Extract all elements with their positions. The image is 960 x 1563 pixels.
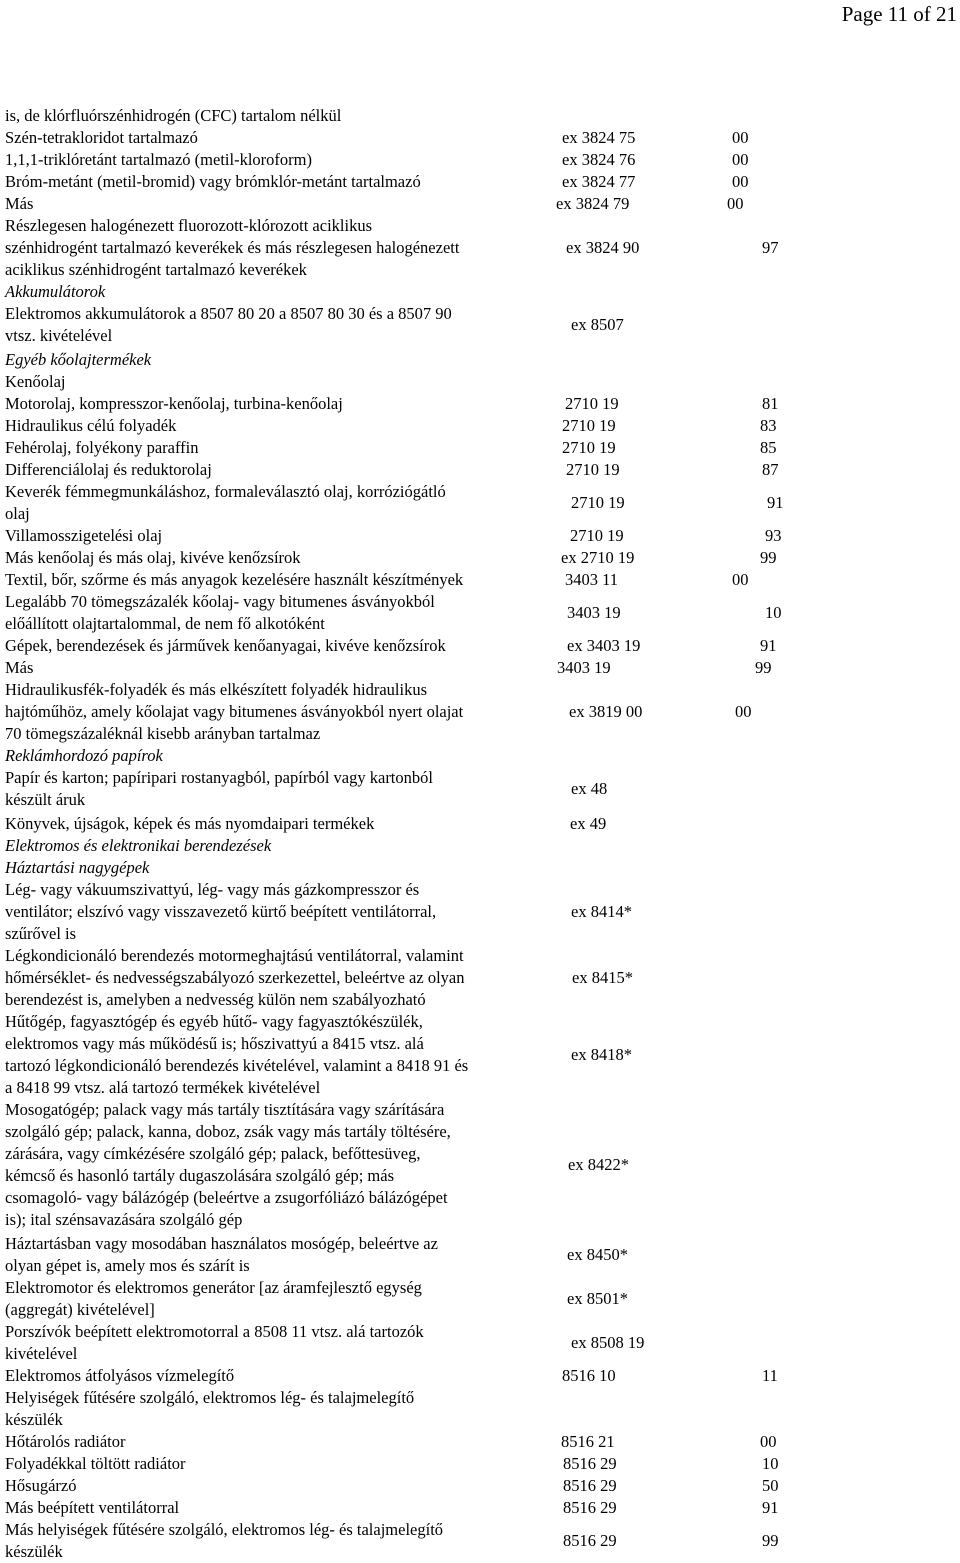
tariff-subcode: 97 [762, 238, 779, 257]
item-description [5, 393, 565, 415]
tariff-code: 3403 11 [565, 570, 619, 589]
description-line: Elektromos és elektronikai berendezések [5, 836, 272, 855]
tariff-code: ex 8422* [568, 1155, 629, 1174]
description-line: Háztartásban vagy mosodában használatos mosógép, beleértve az [5, 1234, 438, 1253]
tariff-row [0, 813, 960, 835]
item-description [5, 569, 565, 591]
item-description [5, 879, 565, 945]
tariff-row [0, 1365, 960, 1387]
tariff-code: 2710 19 [570, 526, 624, 545]
tariff-subcode: 81 [762, 394, 779, 413]
item-description [5, 1099, 565, 1231]
tariff-subcode: 99 [762, 1531, 779, 1550]
tariff-row [0, 657, 960, 679]
description-line: aciklikus szénhidrogént tartalmazó keverékek [5, 260, 307, 279]
description-line: olaj [5, 504, 30, 523]
item-description [5, 857, 565, 879]
description-line: 70 tömegszázaléknál kisebb arányban tartalmaz [5, 724, 321, 743]
description-line: Más beépített ventilátorral [5, 1498, 180, 1517]
description-line: Más [5, 658, 34, 677]
tariff-row [0, 1387, 960, 1431]
section-heading [0, 745, 960, 767]
item-description [5, 437, 565, 459]
tariff-row [0, 149, 960, 171]
tariff-subcode: 93 [765, 526, 782, 545]
tariff-row [0, 481, 960, 525]
tariff-code: 2710 19 [562, 416, 616, 435]
item-description [5, 1475, 565, 1497]
section-heading [0, 349, 960, 371]
description-line: olyan gépet is, amely mos és szárít is [5, 1256, 250, 1275]
description-line: (aggregát) kivételével] [5, 1300, 155, 1319]
item-description [5, 813, 565, 835]
item-description [5, 1387, 565, 1431]
tariff-code: ex 8418* [571, 1045, 632, 1064]
item-description [5, 1453, 565, 1475]
tariff-subcode: 00 [732, 570, 749, 589]
item-description [5, 1431, 565, 1453]
item-description [5, 481, 565, 525]
item-description [5, 171, 565, 193]
description-line: Reklámhordozó papírok [5, 746, 163, 765]
tariff-code: ex 3824 76 [562, 150, 636, 169]
description-line: Hősugárzó [5, 1476, 77, 1495]
tariff-code: ex 3824 75 [562, 128, 636, 147]
description-line: kémcső és hasonló tartály dugaszolására szolgáló gép; más [5, 1166, 395, 1185]
description-line: hőmérséklet- és nedvességszabályozó szerkezettel, beleértve az olyan [5, 968, 465, 987]
item-description [5, 1277, 565, 1321]
item-description [5, 835, 565, 857]
description-line: ventilátor; elszívó vagy visszavezető kürtő beépített ventilátorral, [5, 902, 437, 921]
tariff-code: 8516 29 [563, 1454, 617, 1473]
tariff-row [0, 525, 960, 547]
item-description [5, 1321, 565, 1365]
tariff-row [0, 1431, 960, 1453]
description-line: Elektromos átfolyásos vízmelegítő [5, 1366, 235, 1385]
section-heading [0, 835, 960, 857]
description-line: Textil, bőr, szőrme és más anyagok kezelésére használt készítmények [5, 570, 464, 589]
description-line: Könyvek, újságok, képek és más nyomdaipari termékek [5, 814, 375, 833]
tariff-row [0, 547, 960, 569]
description-line: vtsz. kivételével [5, 326, 113, 345]
tariff-subcode: 85 [760, 438, 777, 457]
tariff-row [0, 1453, 960, 1475]
description-line: Hűtőgép, fagyasztógép és egyéb hűtő- vagy fagyasztókészülék, [5, 1012, 423, 1031]
tariff-row [0, 679, 960, 745]
tariff-subcode: 00 [760, 1432, 777, 1451]
tariff-row [0, 1497, 960, 1519]
description-line: hajtóműhöz, amely kőolajat vagy bitumenes ásványokból nyert olajat [5, 702, 464, 721]
description-line: Porszívók beépített elektromotorral a 8508 11 vtsz. alá tartozók [5, 1322, 424, 1341]
description-line: előállított olajtartalommal, de nem fő alkotóként [5, 614, 325, 633]
description-line: Helyiségek fűtésére szolgáló, elektromos lég- és talajmelegítő [5, 1388, 415, 1407]
item-description [5, 525, 565, 547]
description-line: készült áruk [5, 790, 86, 809]
description-line: szűrővel is [5, 924, 77, 943]
tariff-code: 2710 19 [562, 438, 616, 457]
description-line: készülék [5, 1542, 63, 1561]
tariff-code: ex 48 [571, 779, 608, 798]
description-line: zárására, vagy címkézésére szolgáló gép; palack, befőttesüveg, [5, 1144, 421, 1163]
description-line: Hidraulikus célú folyadék [5, 416, 177, 435]
tariff-code: 8516 21 [561, 1432, 615, 1451]
tariff-subcode: 91 [762, 1498, 779, 1517]
item-description [5, 591, 565, 635]
tariff-subcode: 91 [767, 493, 784, 512]
description-line: Más [5, 194, 34, 213]
item-description [5, 547, 565, 569]
tariff-row [0, 1277, 960, 1321]
tariff-row [0, 945, 960, 1011]
tariff-code: ex 3824 79 [556, 194, 630, 213]
description-line: is); ital szénsavazására szolgáló gép [5, 1210, 243, 1229]
tariff-row [0, 635, 960, 657]
tariff-code: 3403 19 [567, 603, 621, 622]
description-line: Szén-tetrakloridot tartalmazó [5, 128, 198, 147]
tariff-row [0, 1475, 960, 1497]
item-description [5, 745, 565, 767]
description-line: Folyadékkal töltött radiátor [5, 1454, 186, 1473]
tariff-code: ex 8507 [571, 315, 624, 334]
description-line: berendezést is, amelyben a nedvesség külön nem szabályozható [5, 990, 426, 1009]
item-description [5, 767, 565, 811]
tariff-code: 2710 19 [566, 460, 620, 479]
tariff-code: 3403 19 [557, 658, 611, 677]
tariff-row [0, 127, 960, 149]
description-line: Hidraulikusfék-folyadék és más elkészített folyadék hidraulikus [5, 680, 427, 699]
tariff-code: ex 8414* [571, 902, 632, 921]
tariff-row [0, 459, 960, 481]
tariff-code: ex 8450* [567, 1245, 628, 1264]
tariff-row [0, 767, 960, 811]
section-heading [0, 857, 960, 879]
description-line: csomagoló- vagy bálázógép (beleértve a zsugorfóliázó bálázógépet [5, 1188, 448, 1207]
item-description [5, 281, 565, 303]
item-description [5, 215, 565, 281]
description-line: Fehérolaj, folyékony paraffin [5, 438, 199, 457]
tariff-code: ex 3824 77 [562, 172, 636, 191]
description-line: Egyéb kőolajtermékek [5, 350, 152, 369]
description-line: tartozó légkondicionáló berendezés kivételével, valamint a 8418 91 és [5, 1056, 469, 1075]
tariff-row [0, 569, 960, 591]
description-line: Elektromos akkumulátorok a 8507 80 20 a 8507 80 30 és a 8507 90 [5, 304, 452, 323]
section-heading [0, 281, 960, 303]
description-line: szolgáló gép; palack, kanna, doboz, zsák vagy más tartály töltésére, [5, 1122, 451, 1141]
item-description [5, 1497, 565, 1519]
tariff-subcode: 10 [762, 1454, 779, 1473]
tariff-row [0, 215, 960, 281]
tariff-subcode: 00 [727, 194, 744, 213]
item-description [5, 149, 565, 171]
tariff-code: 2710 19 [571, 493, 625, 512]
tariff-row [0, 1233, 960, 1277]
tariff-row [0, 171, 960, 193]
description-line: Hőtárolós radiátor [5, 1432, 126, 1451]
tariff-row [0, 393, 960, 415]
tariff-code: ex 2710 19 [561, 548, 635, 567]
description-line: szénhidrogént tartalmazó keverékek és más részlegesen halogénezett [5, 238, 460, 257]
tariff-subcode: 00 [732, 128, 749, 147]
tariff-subcode: 87 [762, 460, 779, 479]
description-line: Differenciálolaj és reduktorolaj [5, 460, 212, 479]
description-line: Háztartási nagygépek [5, 858, 150, 877]
description-line: Keverék fémmegmunkáláshoz, formaleválasztó olaj, korróziógátló [5, 482, 446, 501]
item-description [5, 127, 565, 149]
tariff-code: 2710 19 [565, 394, 619, 413]
description-line: Gépek, berendezések és járművek kenőanyagai, kivéve kenőzsírok [5, 636, 446, 655]
tariff-subcode: 00 [732, 172, 749, 191]
tariff-code: ex 8508 19 [571, 1333, 645, 1352]
tariff-code: ex 8501* [567, 1289, 628, 1308]
tariff-subcode: 99 [755, 658, 772, 677]
description-line: 1,1,1-triklóretánt tartalmazó (metil-kloroform) [5, 150, 312, 169]
item-description [5, 945, 565, 1011]
tariff-row [0, 415, 960, 437]
tariff-subcode: 83 [760, 416, 777, 435]
tariff-code: ex 49 [570, 814, 607, 833]
tariff-code: ex 3819 00 [569, 702, 643, 721]
item-description [5, 193, 565, 215]
description-line: Bróm-metánt (metil-bromid) vagy brómklór-metánt tartalmazó [5, 172, 421, 191]
tariff-row [0, 105, 960, 127]
tariff-subcode: 10 [765, 603, 782, 622]
description-line: Más kenőolaj és más olaj, kivéve kenőzsírok [5, 548, 301, 567]
tariff-row [0, 591, 960, 635]
description-line: is, de klórfluórszénhidrogén (CFC) tartalom nélkül [5, 106, 342, 125]
tariff-subcode: 91 [760, 636, 777, 655]
tariff-row [0, 1321, 960, 1365]
description-line: Más helyiségek fűtésére szolgáló, elektromos lég- és talajmelegítő [5, 1520, 444, 1539]
description-line: kivételével [5, 1344, 78, 1363]
item-description [5, 679, 565, 745]
tariff-code: ex 8415* [572, 968, 633, 987]
tariff-code: 8516 29 [563, 1476, 617, 1495]
page-number: Page 11 of 21 [841, 2, 957, 26]
description-line: Villamosszigetelési olaj [5, 526, 163, 545]
tariff-row [0, 879, 960, 945]
tariff-row [0, 1011, 960, 1099]
item-description [5, 349, 565, 371]
tariff-row [0, 437, 960, 459]
tariff-code: ex 3403 19 [567, 636, 641, 655]
item-description [5, 1519, 565, 1563]
tariff-subcode: 11 [762, 1366, 778, 1385]
item-description [5, 105, 565, 127]
tariff-code: 8516 10 [562, 1366, 616, 1385]
description-line: Légkondicionáló berendezés motormeghajtású ventilátorral, valamint [5, 946, 464, 965]
item-description [5, 1011, 565, 1099]
item-description [5, 1233, 565, 1277]
item-description [5, 657, 565, 679]
item-description [5, 459, 565, 481]
description-line: a 8418 99 vtsz. alá tartozó termékek kivételével [5, 1078, 321, 1097]
description-line: készülék [5, 1410, 63, 1429]
description-line: elektromos vagy más működésű is; hőszivattyú a 8415 vtsz. alá [5, 1034, 424, 1053]
item-description [5, 635, 565, 657]
description-line: Mosogatógép; palack vagy más tartály tisztítására vagy szárítására [5, 1100, 445, 1119]
tariff-code: 8516 29 [563, 1531, 617, 1550]
description-line: Részlegesen halogénezett fluorozott-klórozott aciklikus [5, 216, 372, 235]
tariff-subcode: 99 [760, 548, 777, 567]
item-description [5, 303, 565, 347]
item-description [5, 415, 565, 437]
tariff-subcode: 00 [735, 702, 752, 721]
item-description [5, 371, 565, 393]
description-line: Lég- vagy vákuumszivattyú, lég- vagy más gázkompresszor és [5, 880, 420, 899]
tariff-row [0, 193, 960, 215]
tariff-subcode: 50 [762, 1476, 779, 1495]
tariff-row [0, 371, 960, 393]
tariff-row [0, 303, 960, 347]
tariff-row [0, 1099, 960, 1231]
description-line: Akkumulátorok [5, 282, 106, 301]
item-description [5, 1365, 565, 1387]
description-line: Papír és karton; papíripari rostanyagból, papírból vagy kartonból [5, 768, 433, 787]
tariff-subcode: 00 [732, 150, 749, 169]
tariff-row [0, 1519, 960, 1563]
tariff-code: 8516 29 [563, 1498, 617, 1517]
description-line: Elektromotor és elektromos generátor [az áramfejlesztő egység [5, 1278, 422, 1297]
description-line: Legalább 70 tömegszázalék kőolaj- vagy bitumenes ásványokból [5, 592, 435, 611]
description-line: Motorolaj, kompresszor-kenőolaj, turbina-kenőolaj [5, 394, 343, 413]
tariff-code: ex 3824 90 [566, 238, 640, 257]
description-line: Kenőolaj [5, 372, 66, 391]
